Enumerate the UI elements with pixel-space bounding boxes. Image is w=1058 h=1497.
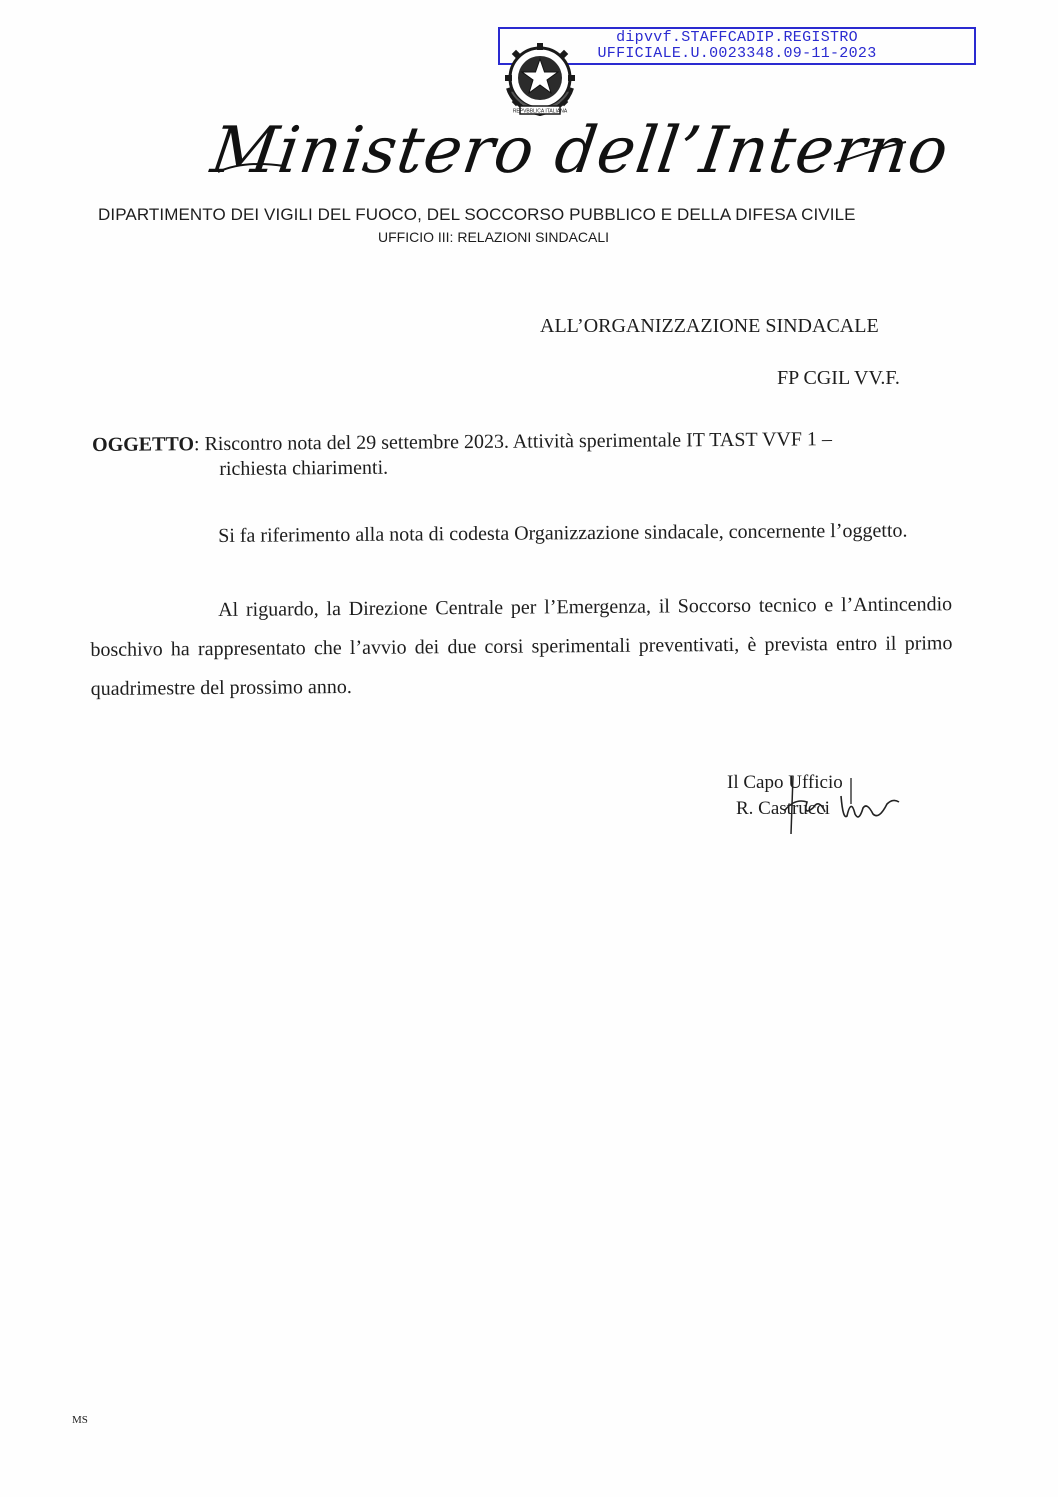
author-initials: MS — [72, 1414, 88, 1426]
subject-line1: Riscontro nota del 29 settembre 2023. Attività sperimentale IT TAST VVF 1 – — [204, 428, 833, 456]
svg-text:REPVBBLICA ITALIANA: REPVBBLICA ITALIANA — [512, 108, 568, 115]
protocol-stamp-line1: dipvvf.STAFFCADIP.REGISTRO — [616, 29, 858, 46]
italian-republic-emblem-icon — [500, 40, 580, 118]
addressee-organization: ALL’ORGANIZZAZIONE SINDACALE — [540, 315, 879, 337]
subject-label: OGGETTO — [92, 433, 195, 456]
signature-name: R. Castrucci — [736, 798, 830, 819]
ministry-title: Ministero dell’Interno — [206, 114, 954, 188]
protocol-stamp-line2: UFFICIALE.U.0023348.09-11-2023 — [597, 45, 877, 62]
department-name: DIPARTIMENTO DEI VIGILI DEL FUOCO, DEL SOCCORSO PUBBLICO E DELLA DIFESA CIVILE — [98, 205, 856, 224]
signature-role: Il Capo Ufficio — [727, 772, 843, 793]
subject-line2: richiesta chiarimenti. — [219, 456, 389, 481]
body-paragraph-2: Al riguardo, la Direzione Centrale per l’Emergenza, il Soccorso tecnico e l’Antincendio boschivo ha rappresentato che l’avvio dei due corsi sperimentali preventivati, è prevista entro il primo quadrimestre del prossimo anno. — [90, 593, 953, 700]
handwritten-signature-icon — [755, 768, 905, 838]
body-paragraph-1: Si fa riferimento alla nota di codesta Organizzazione sindacale, concernente l’oggetto. — [218, 519, 908, 547]
addressee-name: FP CGIL VV.F. — [777, 367, 900, 389]
subject-separator: : — [193, 433, 205, 456]
office-name: UFFICIO III: RELAZIONI SINDACALI — [378, 229, 610, 245]
subject-block — [92, 426, 932, 483]
